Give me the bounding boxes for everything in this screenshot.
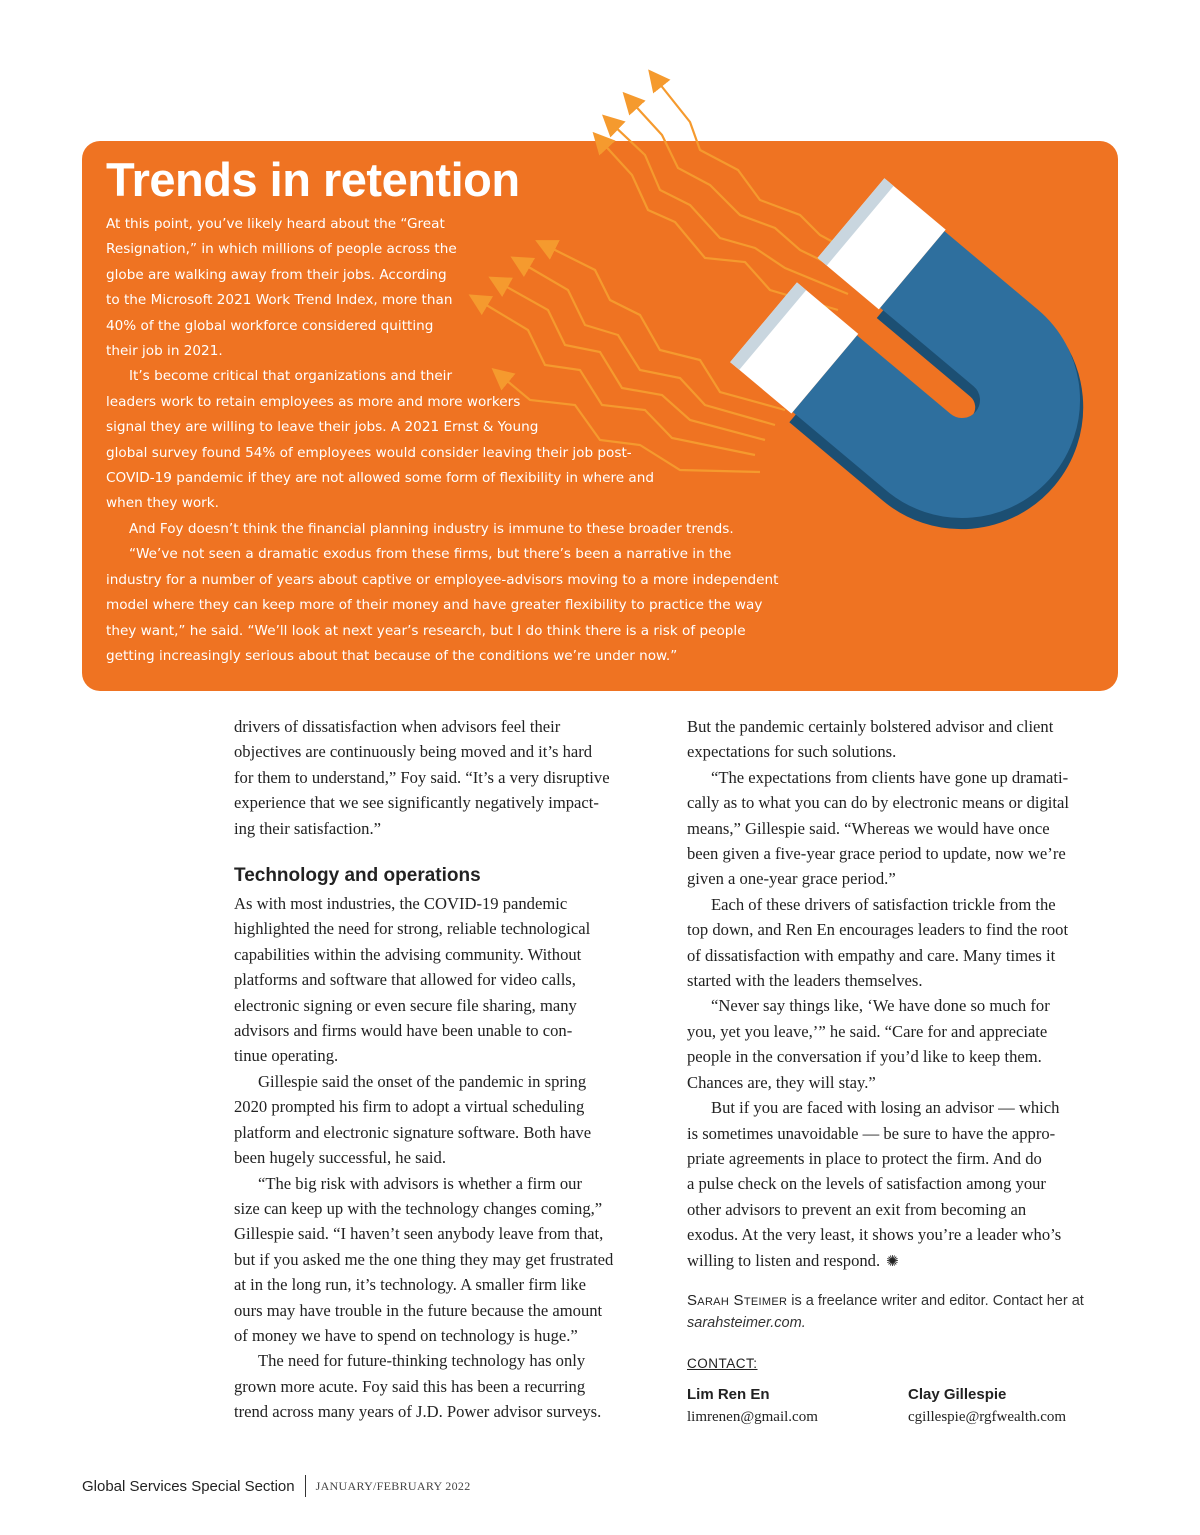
text-line: capabilities within the advising community. Without: [234, 944, 582, 964]
contact-card: [908, 1384, 1066, 1428]
text-line: advisors and firms would have been unable to con-: [234, 1021, 573, 1041]
closing-line: [687, 1248, 1127, 1275]
text-line: experience that we see significantly negatively impact-: [234, 793, 599, 813]
text-line: Each of these drivers of satisfaction trickle from the: [711, 894, 1056, 914]
author-bio-line: [687, 1290, 1127, 1312]
text-line: for them to understand,” Foy said. “It’s a very disruptive: [234, 767, 610, 787]
text-line: getting increasingly serious about that because of the conditions we’re under now.”: [106, 647, 678, 664]
text-line: At this point, you’ve likely heard about the “Great: [106, 216, 445, 232]
contact-label: CONTACT:: [687, 1356, 758, 1371]
left-column: [234, 714, 674, 1425]
footer-section: Global Services Special Section: [82, 1477, 295, 1495]
text-line: Gillespie said. “I haven’t seen anybody leave from that,: [234, 1224, 604, 1244]
text-line: priate agreements in place to protect the firm. And do: [687, 1148, 1042, 1168]
contact-email[interactable]: cgillespie@rgfwealth.com: [908, 1409, 1067, 1425]
text-line: been hugely successful, he said.: [234, 1148, 446, 1168]
text-line: of dissatisfaction with empathy and care. Many times it: [687, 945, 1056, 965]
text-line: Gillespie said the onset of the pandemic in spring: [258, 1071, 587, 1091]
text-line: to the Microsoft 2021 Work Trend Index, more than: [106, 292, 453, 309]
text-line: size can keep up with the technology changes coming,”: [234, 1198, 603, 1218]
footer-date: JANUARY/FEBRUARY 2022: [315, 1478, 471, 1493]
text-line: ours may have trouble in the future because the amount: [234, 1300, 603, 1320]
text-line: global survey found 54% of employees would consider leaving their job post-: [106, 444, 632, 461]
text-line: other advisors to prevent an exit from becoming an: [687, 1199, 1027, 1219]
text-line: their job in 2021.: [106, 343, 223, 360]
text-line: signal they are willing to leave their jobs. A 2021 Ernst & Young: [106, 419, 539, 436]
text-line: It’s become critical that organizations and their: [129, 368, 453, 385]
end-mark-icon: ✺: [886, 1253, 899, 1270]
box-title: Trends in retention: [106, 153, 520, 206]
left-intro-paragraph: [234, 714, 674, 841]
text-line: 40% of the global workforce considered quitting: [106, 317, 434, 334]
author-name: Sarah Steimer: [687, 1292, 788, 1309]
text-line: a pulse check on the levels of satisfaction among your: [687, 1174, 1046, 1194]
text-line: top down, and Ren En encourages leaders to find the root: [687, 920, 1069, 940]
contact-name: Lim Ren En: [687, 1386, 770, 1403]
text-line: Chances are, they will stay.”: [687, 1072, 876, 1092]
box-text: [106, 212, 826, 669]
text-line: electronic signing or even secure file sharing, many: [234, 995, 577, 1015]
text-line: of money we have to spend on technology is huge.”: [234, 1325, 578, 1345]
text-line: grown more acute. Foy said this has been a recurring: [234, 1376, 586, 1396]
text-line: ing their satisfaction.”: [234, 818, 381, 838]
text-line: given a one-year grace period.”: [687, 869, 896, 889]
text-line: tinue operating.: [234, 1046, 339, 1066]
author-bio: [687, 1290, 1127, 1334]
text-line: As with most industries, the COVID-19 pandemic: [234, 894, 568, 914]
text-line: But if you are faced with losing an advisor — which: [711, 1098, 1060, 1118]
text-line: “We’ve not seen a dramatic exodus from these firms, but there’s been a narrative in the: [129, 546, 732, 563]
text-line: Resignation,” in which millions of people across the: [106, 241, 457, 258]
text-line: “The expectations from clients have gone up dramati-: [711, 767, 1069, 787]
text-line: you, yet you leave,’” he said. “Care for and appreciate: [687, 1021, 1048, 1041]
text-line: platforms and software that allowed for video calls,: [234, 970, 576, 990]
text-line: drivers of dissatisfaction when advisors feel their: [234, 717, 561, 736]
text-line: But the pandemic certainly bolstered advisor and client: [687, 717, 1054, 736]
text-line: platform and electronic signature software. Both have: [234, 1122, 592, 1142]
contact-name: Clay Gillespie: [908, 1386, 1007, 1403]
text-line: cally as to what you can do by electronic means or digital: [687, 793, 1069, 813]
text-line: started with the leaders themselves.: [687, 971, 923, 991]
text-line: people in the conversation if you’d like to keep them.: [687, 1047, 1042, 1067]
right-column: [687, 714, 1127, 1275]
text-line: model where they can keep more of their money and have greater flexibility to practice the way: [106, 597, 763, 614]
text-line: at in the long run, it’s technology. A smaller firm like: [234, 1275, 586, 1295]
text-line: The need for future-thinking technology has only: [258, 1351, 586, 1371]
text-line: COVID-19 pandemic if they are not allowed some form of flexibility in where and: [106, 470, 654, 487]
text-line: “The big risk with advisors is whether a firm our: [258, 1173, 582, 1193]
text-line: been given a five-year grace period to update, now we’re: [687, 844, 1066, 864]
text-line: expectations for such solutions.: [687, 742, 897, 762]
contact-card: [687, 1384, 818, 1428]
text-line: globe are walking away from their jobs. According: [106, 266, 447, 283]
text-line: And Foy doesn’t think the financial planning industry is immune to these broader trends.: [129, 520, 734, 537]
right-body-text: [687, 714, 1127, 1248]
text-line: highlighted the need for strong, reliable technological: [234, 919, 591, 939]
text-line: when they work.: [106, 495, 219, 512]
text-line: industry for a number of years about captive or employee-advisors moving to a more independent: [106, 571, 779, 588]
text-line: but if you asked me the one thing they may get frustrated: [234, 1249, 614, 1269]
contact-email[interactable]: limrenen@gmail.com: [687, 1409, 818, 1425]
page-footer: [82, 1474, 471, 1498]
author-bio-text: is a freelance writer and editor. Contact her at: [787, 1293, 1084, 1309]
text-line: “Never say things like, ‘We have done so much for: [711, 996, 1050, 1016]
left-body-text: [234, 891, 674, 1425]
text-line: is sometimes unavoidable — be sure to have the appro-: [687, 1123, 1056, 1143]
section-subhead: Technology and operations: [234, 865, 481, 887]
footer-divider: [305, 1475, 306, 1497]
text-line: means,” Gillespie said. “Whereas we would have once: [687, 818, 1050, 838]
text-line: they want,” he said. “We’ll look at next year’s research, but I do think there is a risk of people: [106, 622, 746, 639]
text-line: 2020 prompted his firm to adopt a virtual scheduling: [234, 1097, 585, 1117]
text-line: exodus. At the very least, it shows you’re a leader who’s: [687, 1225, 1062, 1245]
author-website[interactable]: sarahsteimer.com.: [687, 1315, 806, 1331]
text-line: objectives are continuously being moved and it’s hard: [234, 742, 593, 762]
text-line: trend across many years of J.D. Power advisor surveys.: [234, 1402, 602, 1422]
text-line: leaders work to retain employees as more and more workers: [106, 393, 521, 410]
closing-line-text: willing to listen and respond.: [687, 1250, 881, 1270]
